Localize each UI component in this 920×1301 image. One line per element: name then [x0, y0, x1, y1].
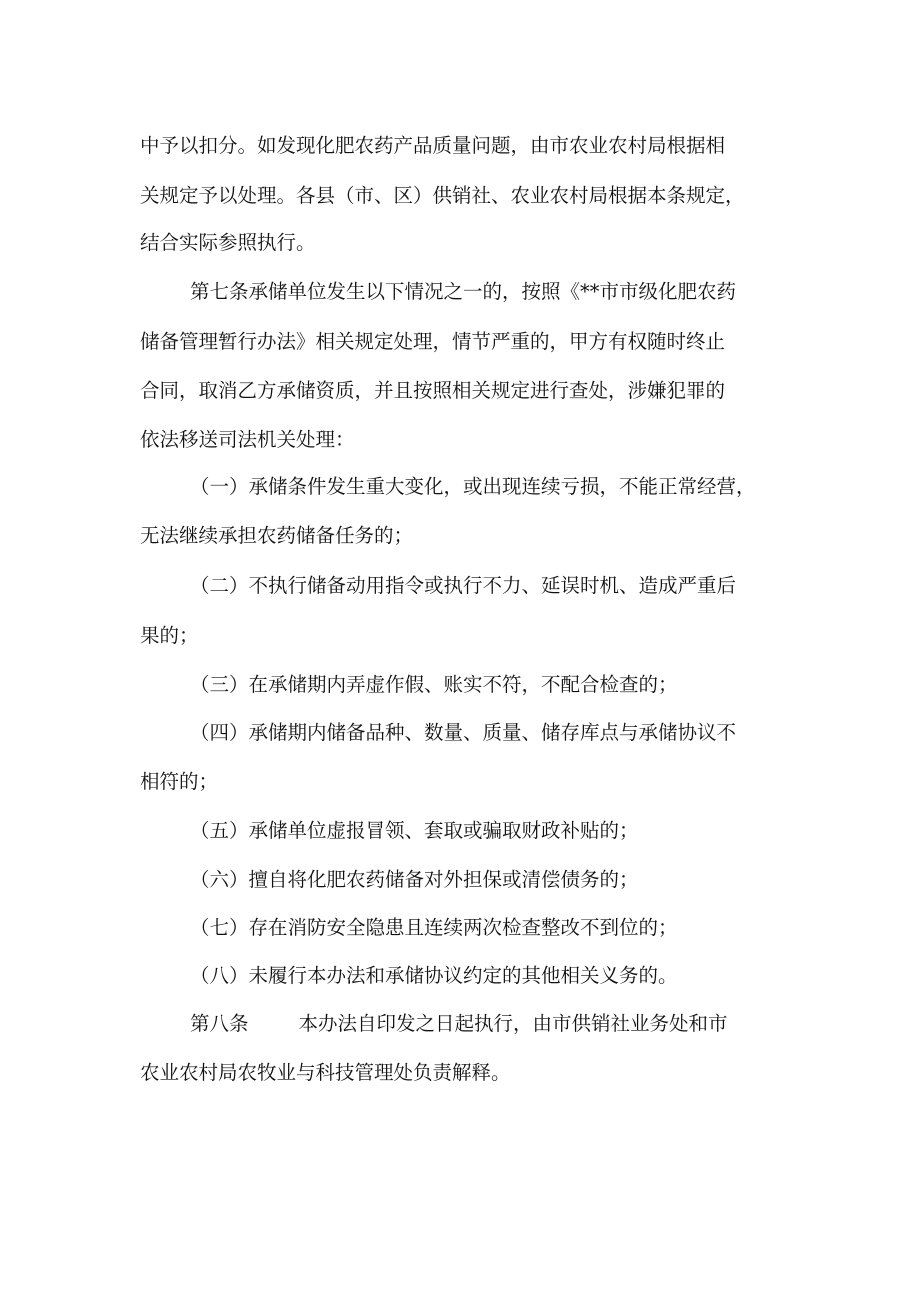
- text-line: 无法继续承担农药储备任务的；: [140, 524, 414, 547]
- article-8-text: 本办法自印发之日起执行，由市供销社业务处和市: [298, 1012, 728, 1035]
- text-line: 相符的；: [140, 770, 219, 793]
- text-line: 结合实际参照执行。: [140, 231, 316, 254]
- list-item-3: （三）在承储期内弄虚作假、账实不符，不配合检查的；: [190, 673, 678, 696]
- text-line: 农业农村局农牧业与科技管理处负责解释。: [140, 1061, 511, 1084]
- text-line: 果的；: [140, 624, 199, 647]
- text-line: 合同，取消乙方承储资质，并且按照相关规定进行查处，涉嫌犯罪的: [140, 379, 726, 402]
- list-item-6: （六）擅自将化肥农药储备对外担保或清偿债务的；: [190, 868, 639, 891]
- text-line: 储备管理暂行办法》相关规定处理，情节严重的，甲方有权随时终止: [140, 330, 726, 353]
- list-item-5: （五）承储单位虚报冒领、套取或骗取财政补贴的；: [190, 819, 639, 842]
- list-item-8: （八）未履行本办法和承储协议约定的其他相关义务的。: [190, 964, 678, 987]
- list-item-7: （七）存在消防安全隐患且连续两次检查整改不到位的；: [190, 916, 678, 939]
- article-8-label: 第八条: [190, 1012, 249, 1035]
- text-line: 关规定予以处理。各县（市、区）供销社、农业农村局根据本条规定，: [140, 184, 745, 207]
- list-item-4: （四）承储期内储备品种、数量、质量、储存库点与承储协议不: [190, 721, 737, 744]
- text-line: 中予以扣分。如发现化肥农药产品质量问题，由市农业农村局根据相: [140, 134, 726, 157]
- list-item-2: （二）不执行储备动用指令或执行不力、延误时机、造成严重后: [190, 574, 737, 597]
- article-8-line: [190, 1012, 920, 1036]
- list-item-1: （一）承储条件发生重大变化，或出现连续亏损，不能正常经营，: [190, 475, 756, 498]
- article-7-heading: 第七条承储单位发生以下情况之一的，按照《**市市级化肥农药: [190, 280, 737, 303]
- text-line: 依法移送司法机关处理：: [140, 428, 355, 451]
